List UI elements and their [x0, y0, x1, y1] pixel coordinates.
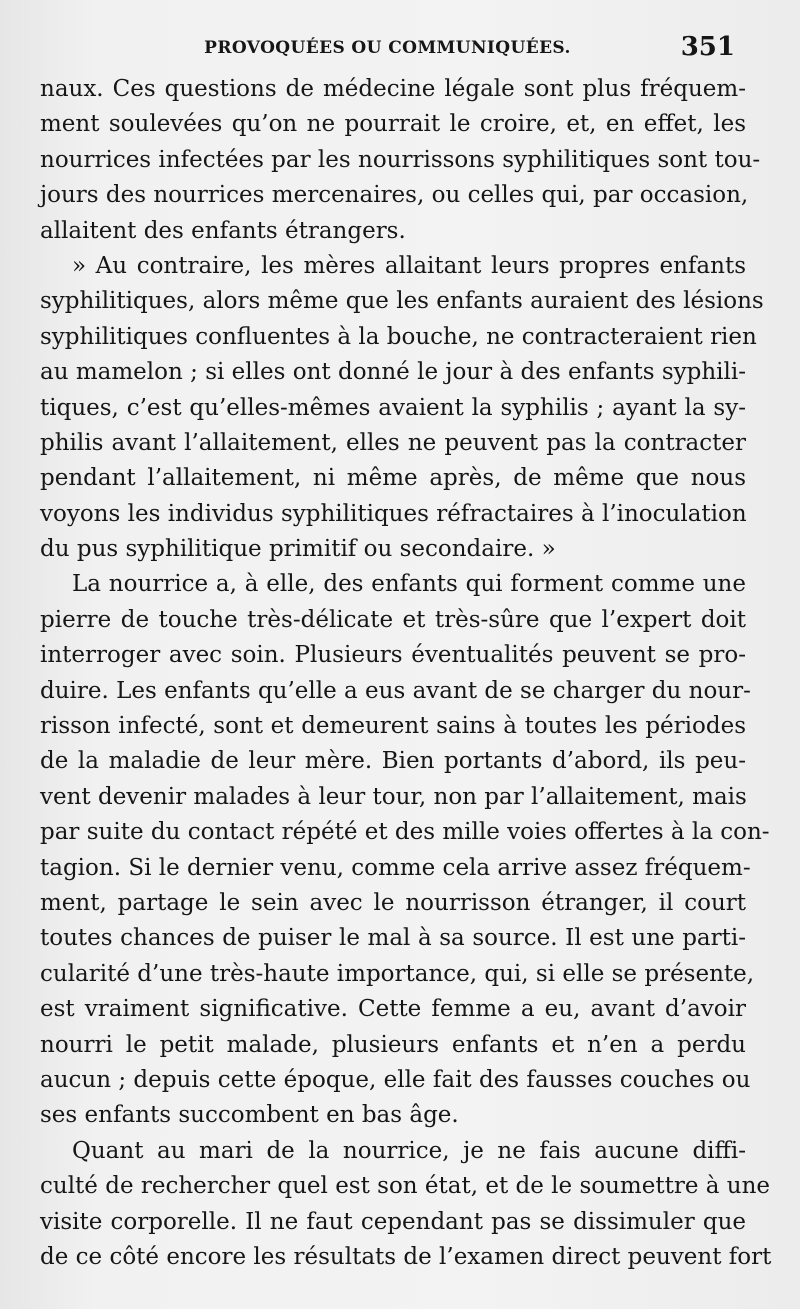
- text-line: de la maladie de leur mère. Bien portants d’abord, ils peu-: [40, 748, 746, 775]
- text-line: culté de rechercher quel est son état, et de le soumettre à une: [40, 1173, 771, 1200]
- paragraph: [40, 567, 770, 1133]
- text-line: ment soulevées qu’on ne pourrait le croire, et, en effet, les: [40, 111, 746, 138]
- text-line: philis avant l’allaitement, elles ne peuvent pas la contracter: [40, 429, 746, 456]
- text-line: de ce côté encore les résultats de l’examen direct peuvent fort: [40, 1243, 772, 1270]
- text-line: tagion. Si le dernier venu, comme cela arrive assez fréquem-: [40, 854, 751, 881]
- text-line: nourrices infectées par les nourrissons syphilitiques sont tou-: [40, 146, 761, 173]
- text-line: Quant au mari de la nourrice, je ne fais aucune diffi-: [72, 1137, 746, 1164]
- text-line: cularité d’une très-haute importance, qui, si elle se présente,: [40, 960, 755, 987]
- text-line: allaitent des enfants étrangers.: [40, 217, 406, 244]
- paragraph: [40, 1134, 772, 1276]
- text-line: naux. Ces questions de médecine légale sont plus fréquem-: [40, 76, 746, 102]
- text-line: » Au contraire, les mères allaitant leurs propres enfants: [72, 252, 746, 279]
- page-header: [40, 32, 735, 72]
- text-line: visite corporelle. Il ne faut cependant pas se dissimuler que: [40, 1208, 746, 1235]
- text-line: est vraiment significative. Cette femme a eu, avant d’avoir: [40, 996, 746, 1023]
- running-title: PROVOQUÉES OU COMMUNIQUÉES.: [204, 38, 571, 58]
- text-line: duire. Les enfants qu’elle a eus avant de se charger du nour-: [40, 677, 751, 704]
- text-line: jours des nourrices mercenaires, ou celles qui, par occasion,: [40, 182, 749, 209]
- text-line: La nourrice a, à elle, des enfants qui forment comme une: [72, 571, 746, 598]
- text-line: par suite du contact répété et des mille voies offertes à la con-: [40, 819, 770, 846]
- paragraph: [40, 249, 764, 568]
- page-number: 351: [680, 32, 735, 62]
- text-line: vent devenir malades à leur tour, non par l’allaitement, mais: [40, 783, 747, 810]
- text-line: toutes chances de puiser le mal à sa source. Il est une parti-: [40, 925, 746, 952]
- text-line: syphilitiques confluentes à la bouche, ne contracteraient rien: [40, 323, 757, 350]
- text-line: tiques, c’est qu’elles-mêmes avaient la syphilis ; ayant la sy-: [40, 394, 746, 421]
- text-line: ses enfants succombent en bas âge.: [40, 1102, 459, 1129]
- paragraph: [40, 72, 761, 249]
- text-line: interroger avec soin. Plusieurs éventualités peuvent se pro-: [40, 642, 746, 669]
- text-line: ment, partage le sein avec le nourrisson étranger, il court: [40, 889, 746, 916]
- text-line: risson infecté, sont et demeurent sains à toutes les périodes: [40, 713, 746, 740]
- text-line: au mamelon ; si elles ont donné le jour à des enfants syphili-: [40, 359, 746, 386]
- text-line: pendant l’allaitement, ni même après, de même que nous: [40, 465, 746, 492]
- text-line: aucun ; depuis cette époque, elle fait des fausses couches ou: [40, 1066, 751, 1093]
- text-line: du pus syphilitique primitif ou secondaire. »: [40, 536, 556, 563]
- text-line: pierre de touche très-délicate et très-sûre que l’expert doit: [40, 606, 746, 633]
- text-line: voyons les individus syphilitiques réfractaires à l’inoculation: [40, 500, 747, 527]
- body-text: [40, 72, 772, 1275]
- text-line: nourri le petit malade, plusieurs enfants et n’en a perdu: [40, 1031, 746, 1058]
- text-line: syphilitiques, alors même que les enfants auraient des lésions: [40, 288, 764, 315]
